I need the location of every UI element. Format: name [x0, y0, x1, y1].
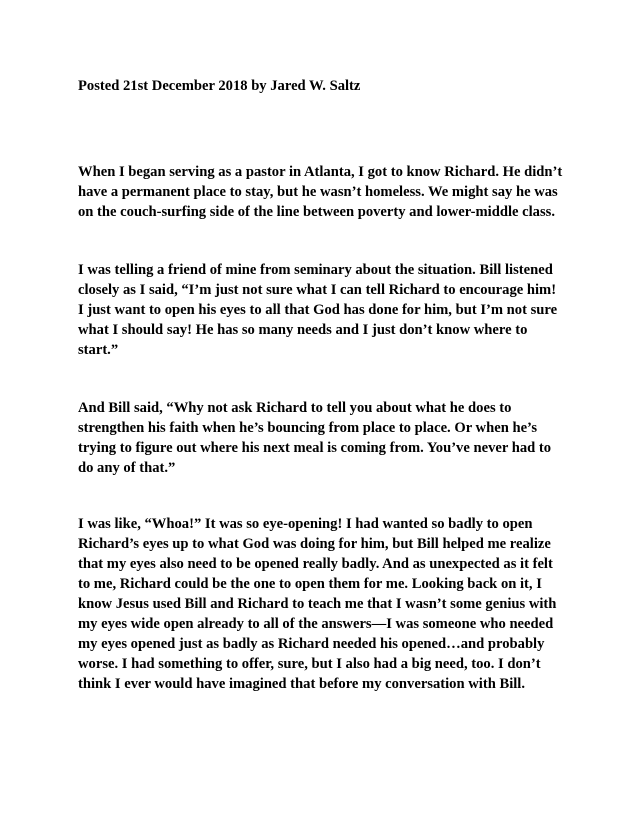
paragraph-line: start.”: [78, 342, 119, 358]
paragraph-line: I just want to open his eyes to all that God has done for him, but I’m not sure: [78, 302, 558, 318]
paragraph-line: think I ever would have imagined that before my conversation with Bill.: [78, 676, 526, 692]
byline-text: Posted 21st December 2018 by Jared W. Saltz: [78, 78, 361, 94]
paragraph-line: do any of that.”: [78, 460, 176, 476]
paragraph-line: what I should say! He has so many needs and I just don’t know where to: [78, 322, 528, 338]
paragraph-1: [78, 162, 578, 222]
paragraph-line: I was like, “Whoa!” It was so eye-opening! I had wanted so badly to open: [78, 516, 533, 532]
byline: [78, 76, 578, 96]
paragraph-line: I was telling a friend of mine from seminary about the situation. Bill listened: [78, 262, 553, 278]
paragraph-line: have a permanent place to stay, but he wasn’t homeless. We might say he was: [78, 184, 558, 200]
paragraph-line: to me, Richard could be the one to open them for me. Looking back on it, I: [78, 576, 542, 592]
paragraph-2: [78, 260, 578, 360]
paragraph-line: know Jesus used Bill and Richard to teach me that I wasn’t some genius with: [78, 596, 557, 612]
paragraph-line: on the couch-surfing side of the line between poverty and lower-middle class.: [78, 204, 555, 220]
paragraph-line: worse. I had something to offer, sure, but I also had a big need, too. I don’t: [78, 656, 541, 672]
paragraph-line: When I began serving as a pastor in Atlanta, I got to know Richard. He didn’t: [78, 164, 563, 180]
paragraph-line: my eyes opened just as badly as Richard needed his opened…and probably: [78, 636, 545, 652]
paragraph-line: strengthen his faith when he’s bouncing from place to place. Or when he’s: [78, 420, 538, 436]
paragraph-line: trying to figure out where his next meal is coming from. You’ve never had to: [78, 440, 552, 456]
paragraph-line: And Bill said, “Why not ask Richard to tell you about what he does to: [78, 400, 512, 416]
paragraph-line: closely as I said, “I’m just not sure what I can tell Richard to encourage him!: [78, 282, 557, 298]
paragraph-3: [78, 398, 578, 478]
paragraph-4: [78, 514, 578, 694]
paragraph-line: Richard’s eyes up to what God was doing for him, but Bill helped me realize: [78, 536, 551, 552]
paragraph-line: that my eyes also need to be opened really badly. And as unexpected as it felt: [78, 556, 553, 572]
paragraph-line: my eyes wide open already to all of the answers—I was someone who needed: [78, 616, 554, 632]
